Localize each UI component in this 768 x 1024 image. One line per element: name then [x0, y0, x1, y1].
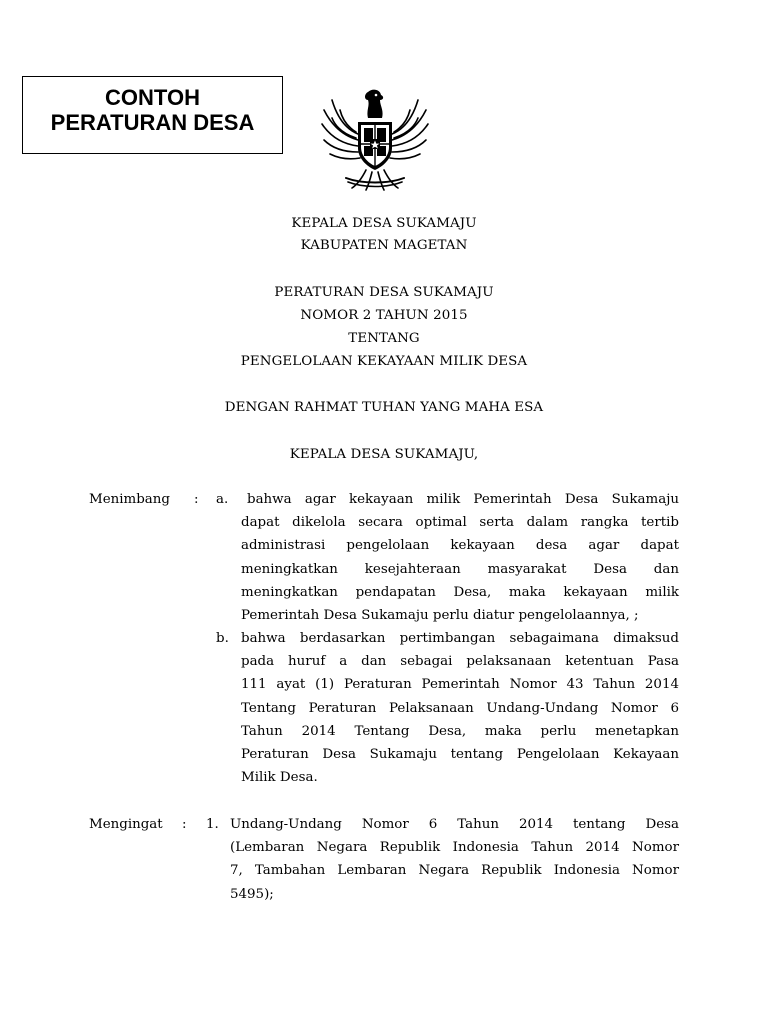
clause-line: pada huruf a dan sebagai pelaksanaan ketentuan Pasa — [241, 654, 679, 670]
mengingat-marker-1: 1. — [206, 817, 219, 832]
clause-line: 111 ayat (1) Peraturan Pemerintah Nomor 43 Tahun 2014 — [241, 677, 679, 693]
clause-line: Tentang Peraturan Pelaksanaan Undang-Undang Nomor 6 — [241, 700, 679, 716]
mengingat-label: Mengingat — [89, 817, 163, 832]
clause-line: administrasi pengelolaan kekayaan desa agar dapat — [241, 538, 679, 554]
menimbang-label: Menimbang — [89, 492, 170, 507]
clause-line: meningkatkan pendapatan Desa, maka kekayaan milik — [241, 584, 679, 600]
clause-line: dapat dikelola secara optimal serta dalam rangka tertib — [241, 515, 679, 531]
menimbang-marker-b: b. — [216, 631, 229, 646]
clause-line: bahwa agar kekayaan milik Pemerintah Desa Sukamaju — [247, 492, 679, 507]
regulation-about: TENTANG — [348, 331, 420, 346]
clause-line: 7, Tambahan Lembaran Negara Republik Indonesia Nomor — [230, 863, 679, 879]
stamp-line-2: PERATURAN DESA — [50, 110, 255, 135]
clause-line: (Lembaran Negara Republik Indonesia Tahun 2014 Nomor — [230, 840, 679, 856]
regulation-number: NOMOR 2 TAHUN 2015 — [300, 308, 468, 323]
clause-line: Tahun 2014 Tentang Desa, maka perlu menetapkan — [241, 723, 679, 739]
clause-line: Undang-Undang Nomor 6 Tahun 2014 tentang Desa — [230, 817, 679, 832]
clause-line: 5495); — [230, 886, 274, 902]
menimbang-clause-a — [241, 488, 679, 627]
sample-stamp-box — [22, 76, 283, 154]
clause-line: bahwa berdasarkan pertimbangan sebagaimana dimaksud — [241, 631, 679, 646]
clause-line: Peraturan Desa Sukamaju tentang Pengelolaan Kekayaan — [241, 746, 679, 762]
clause-line: meningkatkan kesejahteraan masyarakat Desa dan — [241, 561, 679, 577]
menimbang-marker-a: a. — [216, 492, 229, 507]
mengingat-clause-1 — [230, 813, 679, 906]
menimbang-colon: : — [194, 492, 199, 507]
clause-line: Pemerintah Desa Sukamaju perlu diatur pengelolaannya, ; — [241, 607, 639, 623]
issuer-line: KEPALA DESA SUKAMAJU, — [289, 447, 479, 462]
stamp-line-1: CONTOH — [105, 85, 200, 110]
regulation-title: PERATURAN DESA SUKAMAJU — [274, 285, 494, 300]
mengingat-colon: : — [182, 817, 187, 832]
garuda-emblem-icon — [318, 86, 432, 192]
authority-line-2: KABUPATEN MAGETAN — [300, 238, 468, 253]
menimbang-clause-b — [241, 627, 679, 789]
authority-line-1: KEPALA DESA SUKAMAJU — [291, 216, 477, 231]
regulation-subject: PENGELOLAAN KEKAYAAN MILIK DESA — [240, 354, 528, 369]
blessing-line: DENGAN RAHMAT TUHAN YANG MAHA ESA — [224, 400, 544, 415]
clause-line: Milik Desa. — [241, 770, 318, 786]
